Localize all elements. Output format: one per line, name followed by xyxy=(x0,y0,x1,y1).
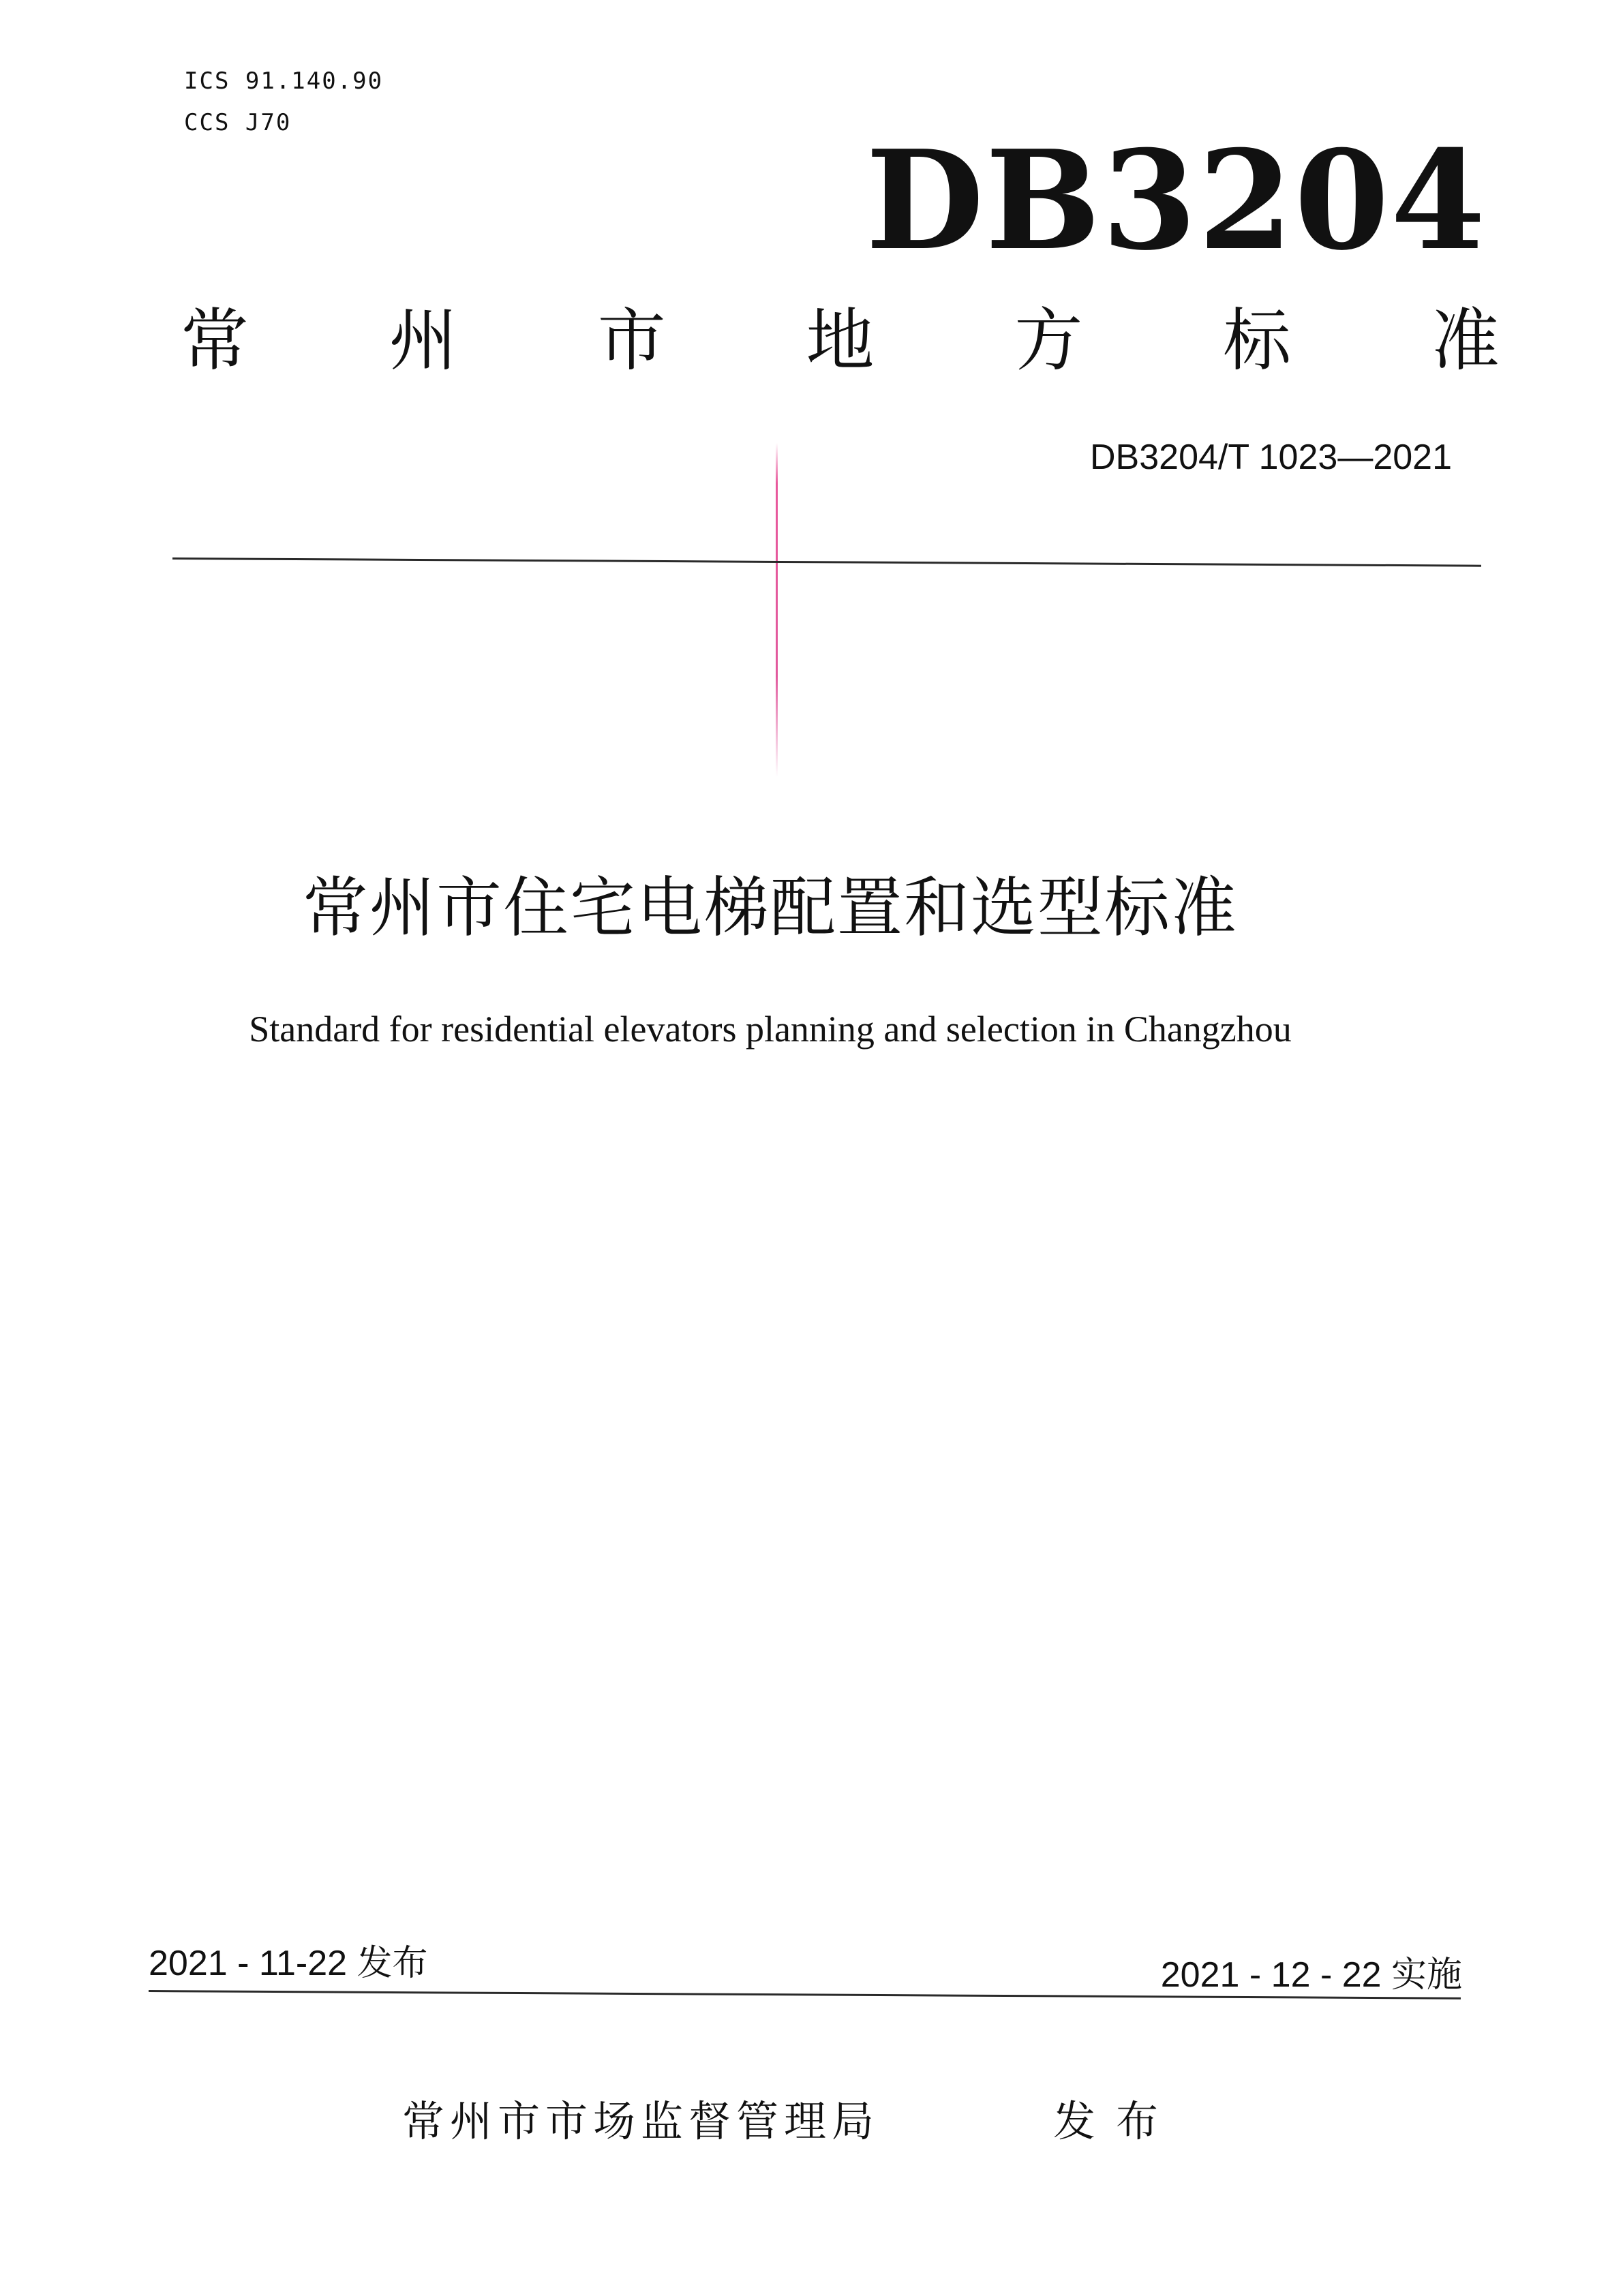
ics-code: ICS 91.140.90 xyxy=(184,67,384,95)
standard-type-char: 地 xyxy=(806,301,875,380)
standard-type-char: 市 xyxy=(597,301,666,380)
standard-type-char: 准 xyxy=(1431,301,1500,380)
standard-type-char: 标 xyxy=(1223,301,1292,380)
standard-type-char: 方 xyxy=(1014,301,1083,380)
db-code-mark: DB3204 xyxy=(866,121,1487,281)
standard-type-heading xyxy=(181,301,1500,380)
issue-label: 发布 xyxy=(1053,2096,1179,2146)
standard-type-char: 常 xyxy=(181,301,249,380)
document-title-english: Standard for residential elevators planning and selection in Changzhou xyxy=(249,1009,1292,1050)
standard-number: DB3204/T 1023—2021 xyxy=(1090,438,1452,477)
header-divider xyxy=(172,557,1481,567)
implementation-date: 2021 - 12 - 22 实施 xyxy=(1160,1955,1462,1995)
standard-type-char: 州 xyxy=(389,301,457,380)
issue-date: 2021 - 11-22 发布 xyxy=(149,1944,428,1983)
fold-mark-line xyxy=(776,443,778,777)
issuing-authority: 常州市市场监督管理局 xyxy=(402,2096,880,2146)
ccs-code: CCS J70 xyxy=(184,109,292,136)
document-title-chinese: 常州市住宅电梯配置和选型标准 xyxy=(303,870,1238,946)
